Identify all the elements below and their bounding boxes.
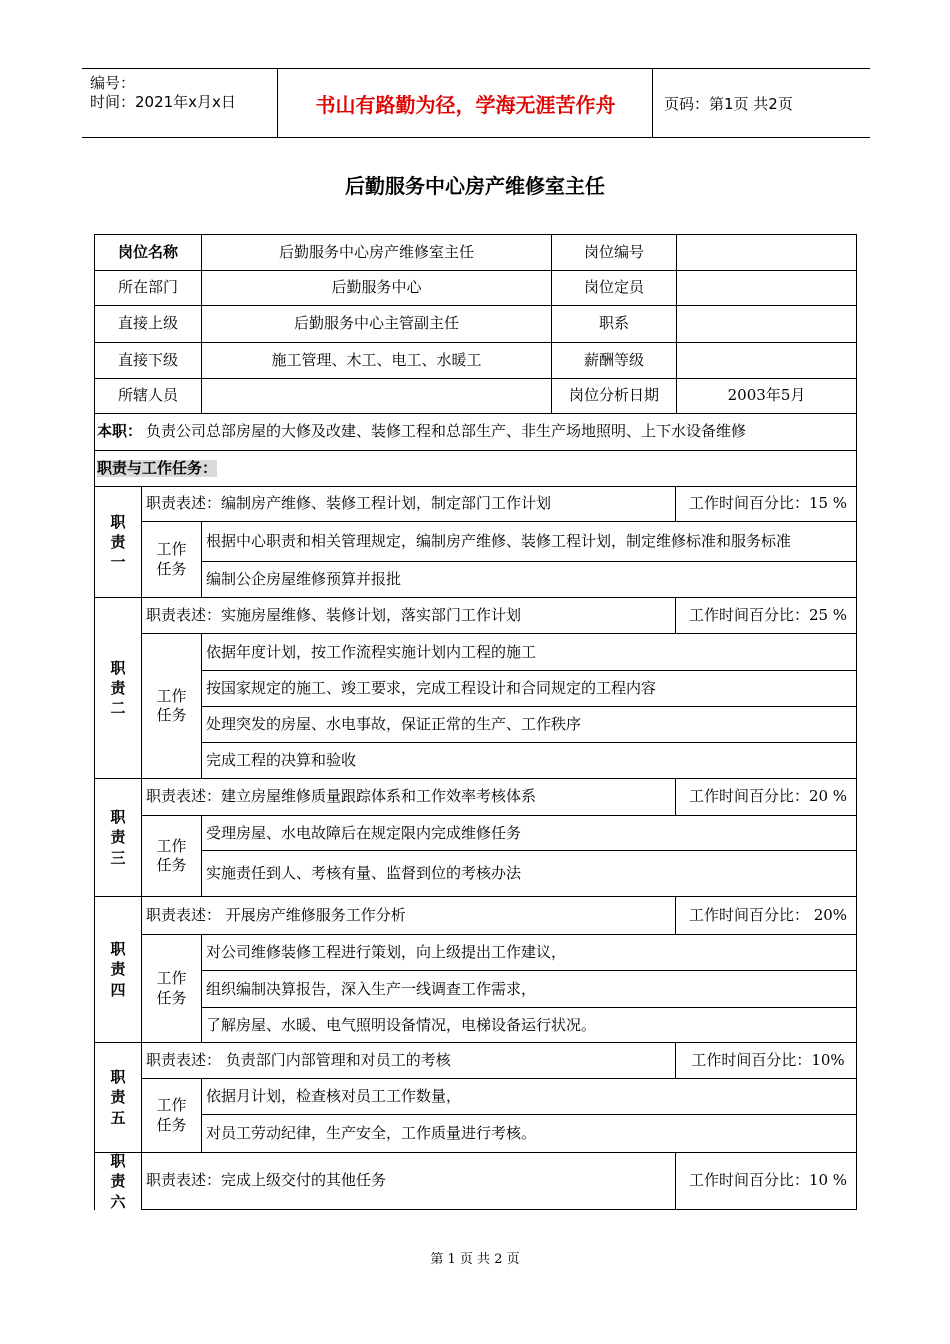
duty-label (94, 897, 141, 1043)
duty-time-percentage: 工作时间百分比：15 % (675, 487, 857, 522)
cell-position-name-label: 岗位名称 (94, 234, 201, 271)
duty-description: 职责表述：完成上级交付的其他任务 (141, 1153, 675, 1210)
task-item: 处理突发的房屋、水电事故，保证正常的生产、工作秩序 (201, 707, 857, 743)
work-task-label-text: 工作任务 (156, 836, 187, 874)
duty-label-text: 职责六 (110, 1152, 126, 1211)
task-item: 编制公企房屋维修预算并报批 (201, 562, 857, 598)
duty-label-text: 职责四 (110, 940, 126, 999)
work-task-label (141, 522, 201, 598)
cell-headcount-value (676, 271, 857, 306)
work-task-label (141, 1079, 201, 1153)
duty-time-percentage: 工作时间百分比： 20% (675, 897, 857, 935)
main-duty-text: 负责公司总部房屋的大修及改建、装修工程和总部生产、非生产场地照明、上下水设备维修 (146, 422, 747, 441)
task-item: 完成工程的决算和验收 (201, 743, 857, 779)
header-meta (82, 69, 278, 137)
duty-description: 职责表述：编制房产维修、装修工程计划，制定部门工作计划 (141, 487, 675, 522)
duty-label-text: 职责二 (110, 658, 126, 718)
work-task-label-text: 工作任务 (156, 1096, 187, 1134)
cell-supervisor-value: 后勤服务中心主管副主任 (201, 306, 551, 343)
duty-label (94, 1153, 141, 1210)
task-item: 组织编制决算报告，深入生产一线调查工作需求， (201, 971, 857, 1008)
duty-label-text: 职责一 (110, 512, 126, 572)
cell-job-family-label: 职系 (551, 306, 676, 343)
header-code-label: 编号： (90, 74, 136, 92)
duty-description: 职责表述： 负责部门内部管理和对员工的考核 (141, 1043, 675, 1079)
work-task-label-text: 工作任务 (156, 686, 187, 724)
duty-time-percentage: 工作时间百分比：10% (675, 1043, 857, 1079)
duty-label (94, 1043, 141, 1153)
work-task-label (141, 935, 201, 1043)
cell-supervisor-label: 直接上级 (94, 306, 201, 343)
cell-subordinates-value: 施工管理、木工、电工、水暖工 (201, 343, 551, 379)
task-item: 按国家规定的施工、竣工要求，完成工程设计和合同规定的工程内容 (201, 671, 857, 707)
duty-label-text: 职责三 (110, 808, 126, 867)
duties-heading: 职责与工作任务： (97, 458, 218, 477)
work-task-label-text: 工作任务 (156, 969, 187, 1007)
cell-position-code-value (676, 234, 857, 271)
cell-subordinates-label: 直接下级 (94, 343, 201, 379)
duty-time-percentage: 工作时间百分比：20 % (675, 779, 857, 816)
main-duty-label: 本职： (97, 422, 143, 441)
cell-department-value: 后勤服务中心 (201, 271, 551, 306)
header-motto: 书山有路勤为径，学海无涯苦作舟 (279, 69, 653, 137)
cell-pay-grade-label: 薪酬等级 (551, 343, 676, 379)
work-task-label-text: 工作任务 (156, 540, 187, 578)
duty-description: 职责表述：实施房屋维修、装修计划，落实部门工作计划 (141, 598, 675, 634)
duty-label-text: 职责五 (110, 1068, 126, 1127)
document-title: 后勤服务中心房产维修室主任 (345, 174, 605, 198)
task-item: 依据月计划，检查核对员工工作数量， (201, 1079, 857, 1115)
page-header (82, 68, 870, 138)
duty-label (94, 598, 141, 779)
task-item: 对员工劳动纪律，生产安全，工作质量进行考核。 (201, 1115, 857, 1153)
page-footer: 第 1 页 共 2 页 (430, 1252, 520, 1267)
cell-analysis-date-value: 2003年5月 (676, 379, 857, 414)
header-page-info: 页码：第1页 共2页 (664, 94, 793, 113)
cell-position-name-value: 后勤服务中心房产维修室主任 (201, 234, 551, 271)
duties-heading-row (94, 451, 857, 487)
task-item: 受理房屋、水电故障后在规定限内完成维修任务 (201, 816, 857, 851)
duty-description: 职责表述： 开展房产维修服务工作分析 (141, 897, 675, 935)
task-item: 根据中心职责和相关管理规定，编制房产维修、装修工程计划，制定维修标准和服务标准 (201, 522, 857, 562)
duty-time-percentage: 工作时间百分比：25 % (675, 598, 857, 634)
main-duty-row (94, 414, 857, 451)
cell-analysis-date-label: 岗位分析日期 (551, 379, 676, 414)
task-item: 依据年度计划，按工作流程实施计划内工程的施工 (201, 634, 857, 671)
task-item: 了解房屋、水暖、电气照明设备情况，电梯设备运行状况。 (201, 1008, 857, 1043)
cell-headcount-label: 岗位定员 (551, 271, 676, 306)
duty-label (94, 487, 141, 598)
work-task-label (141, 634, 201, 779)
cell-staff-label: 所辖人员 (94, 379, 201, 414)
task-item: 实施责任到人、考核有量、监督到位的考核办法 (201, 851, 857, 897)
work-task-label (141, 816, 201, 897)
cell-pay-grade-value (676, 343, 857, 379)
cell-staff-value (201, 379, 551, 414)
duty-time-percentage: 工作时间百分比：10 % (675, 1153, 857, 1210)
duty-description: 职责表述：建立房屋维修质量跟踪体系和工作效率考核体系 (141, 779, 675, 816)
cell-job-family-value (676, 306, 857, 343)
task-item: 对公司维修装修工程进行策划，向上级提出工作建议， (201, 935, 857, 971)
cell-position-code-label: 岗位编号 (551, 234, 676, 271)
duty-label (94, 779, 141, 897)
header-time-label: 时间：2021年x月x日 (90, 93, 236, 111)
cell-department-label: 所在部门 (94, 271, 201, 306)
